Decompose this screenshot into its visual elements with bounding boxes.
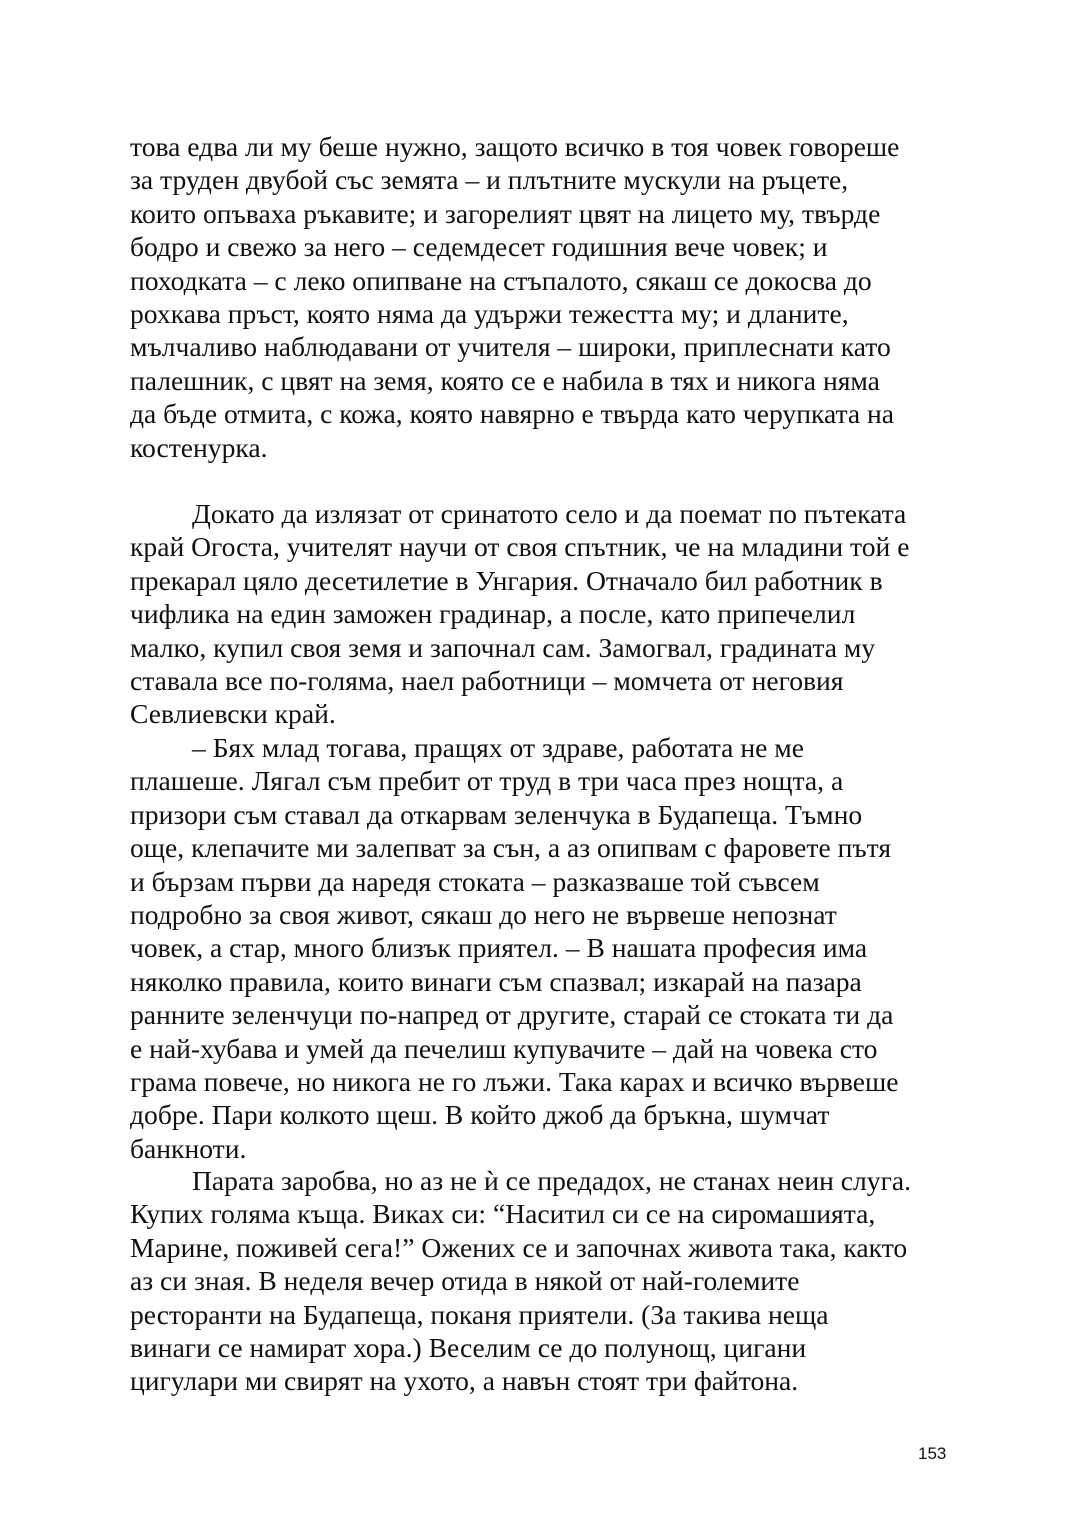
text-line: палешник, с цвят на земя, която се е набила в тях и никога няма xyxy=(130,364,880,396)
text-line: рохкава пръст, която няма да удържи тежестта му; и дланите, xyxy=(130,298,849,329)
text-line: още, клепачите ми залепват за сън, а аз опипвам с фаровете пътя xyxy=(130,832,892,864)
text-line: Парата заробва, но аз не ѝ се предадох, не станах неин слуга. xyxy=(192,1165,912,1196)
text-line: това едва ли му беше нужно, защото всичко в тоя човек говореше xyxy=(130,131,900,162)
text-line: и бързам първи да наредя стоката – разказваше той съвсем xyxy=(130,865,820,897)
text-line: малко, купил своя земя и започнал сам. Замогвал, градината му xyxy=(130,631,876,663)
text-line: – Бях млад тогава, пращях от здраве, работата не ме xyxy=(192,732,804,763)
text-line: да бъде отмита, с кожа, която навярно е твърда като черупката на xyxy=(130,398,895,430)
text-line: походката – с леко опипване на стъпалото, сякаш се докосва до xyxy=(130,264,872,296)
text-line: плашеше. Лягал съм пребит от труд в три часа през нощта, а xyxy=(130,765,844,797)
text-line: мълчаливо наблюдавани от учителя – широки, приплеснати като xyxy=(130,331,891,363)
text-line: ресторанти на Будапеща, поканя приятели. (За такива неща xyxy=(130,1298,829,1330)
text-line: костенурка. xyxy=(130,431,268,463)
text-line: призори съм ставал да откарвам зеленчука в Будапеща. Тъмно xyxy=(130,798,863,830)
text-line: край Огоста, учителят научи от своя спътник, че на младини той е xyxy=(130,531,910,563)
text-line: ранните зеленчуци по-напред от другите, старай се стоката ти да xyxy=(130,999,894,1031)
text-line: няколко правила, които винаги съм спазвал; изкарай на пазара xyxy=(130,965,862,997)
text-line: чифлика на един заможен градинар, а после, като припечелил xyxy=(130,598,856,630)
text-line: за труден двубой със земята – и плътните мускули на ръцете, xyxy=(130,164,849,196)
text-line: винаги се намират хора.) Веселим се до полунощ, цигани xyxy=(130,1332,807,1363)
text-line: бодро и свежо за него – седемдесет годишния вече човек; и xyxy=(130,231,828,263)
text-line: Купих голяма къща. Виках си: “Наситил си се на сиромашията, xyxy=(130,1198,876,1230)
text-line: грама повече, но никога не го лъжи. Така карах и всичко вървеше xyxy=(130,1066,899,1097)
text-line: банкноти. xyxy=(130,1132,247,1164)
text-line: добре. Пари колкото щеш. В който джоб да бръкна, шумчат xyxy=(130,1099,830,1131)
text-line: ставала все по-голяма, наел работници – момчета от неговия xyxy=(130,665,844,696)
text-line: Докато да излязат от сринатото село и да поемат по пътеката xyxy=(192,498,907,529)
page-number: 153 xyxy=(918,1444,947,1463)
text-line: Севлиевски край. xyxy=(130,698,336,730)
text-line: Марине, поживей сега!” Ожених се и започнах живота така, както xyxy=(130,1231,908,1263)
text-line: прекарал цяло десетилетие в Унгария. Отначало бил работник в xyxy=(130,564,883,596)
text-line: които опъваха ръкавите; и загорелият цвят на лицето му, твърде xyxy=(130,197,881,229)
text-line: подробно за своя живот, сякаш до него не вървеше непознат xyxy=(130,899,837,930)
text-line: цигулари ми свирят на ухото, а навън стоят три файтона. xyxy=(130,1365,799,1397)
text-line: е най-хубава и умей да печелиш купувачите – дай на човека сто xyxy=(130,1032,878,1064)
text-line: човек, а стар, много близък приятел. – В нашата професия има xyxy=(130,932,868,964)
text-line: аз си зная. В неделя вечер отида в някой от най-големите xyxy=(130,1265,800,1297)
